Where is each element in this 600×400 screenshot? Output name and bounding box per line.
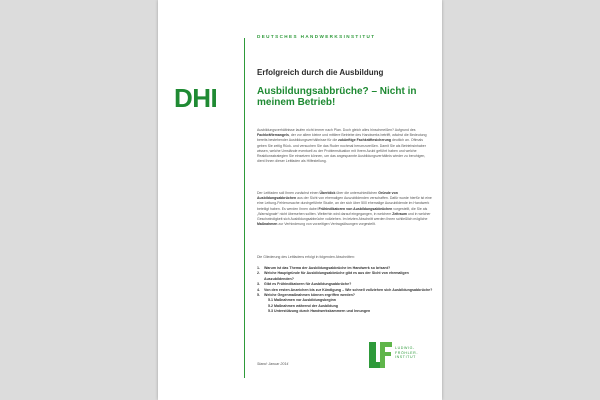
lfi-line: FRÖHLER-: [395, 350, 419, 355]
p2-text-c: über die unterschiedlichen: [335, 191, 379, 195]
p2-text-i: und in welcher Geschwindigkeit sich Ausbildungsabbrüche vollziehen. Im letzten Abschnitt werden Ihnen schließlich mögliche: [257, 211, 431, 222]
toc-item-text: Gibt es Frühindikatoren für Ausbildungsabbrüche?: [264, 282, 352, 287]
vertical-rule: [244, 38, 245, 378]
document-date: Stand: Januar 2014: [257, 362, 289, 366]
document-page: [158, 0, 442, 400]
p2-bold-d: Gründe von Ausbildungsabbrüchen: [257, 191, 398, 201]
p2-bold-j: Maßnahmen: [257, 222, 278, 227]
toc-item: [257, 271, 433, 282]
p2-text-a: Der Leitfaden soll Ihnen zunächst einen: [257, 191, 320, 195]
table-of-contents: [257, 266, 433, 315]
overview-paragraph: [257, 191, 433, 227]
toc-item-text: Welche Gegenmaßnahmen können ergriffen werden?: [264, 293, 355, 298]
dhi-logo: DHI: [174, 85, 218, 111]
p1-text-e: deutlich an. Oftmals geben Sie zeitig Rück- und versuchen Sie das Ruder nochmal herumzureißen. Damit Sie als Betriebsinhaber wissen, welche Umstände eventuell zu der Problemsituation mit Ihrem Azubi geführt haben und welche Reaktionsstrategien Sie einsetzen können, um das angespannte Ausbildungsverhältnis wieder zu beruhigen, dient Ihnen dieser Leitfaden als Hilfestellung.: [257, 138, 426, 164]
p2-bold-b: Überblick: [319, 191, 336, 195]
p2-text-g: vorgestellt, die Sie als „Warnsignale“ nicht übersehen sollten. Weiterhin wird darauf eingegangen, in welchem: [257, 206, 428, 216]
toc-subitem: 5.1 Maßnahmen vor Ausbildungsbeginn: [268, 298, 336, 303]
document-title: Ausbildungsabbrüche? – Nicht in meinem Betrieb!: [257, 86, 417, 108]
p1-text-a: Ausbildungsverhältnisse laufen nicht immer nach Plan. Doch gleich alles hinschmeißen? Aufgrund des: [257, 128, 416, 132]
p2-text-e: aus der Sicht von ehemaligen Auszubildenden verschaffen. Dafür wurde hierfür ist eine eine Leitung-Fehlerursache durchgeführte Studie, an der sich über 500 ehemalige Auszubildende im Handwerk beteiligt haben. Es werden Ihnen dabei: [257, 196, 432, 211]
intro-paragraph: [257, 128, 433, 164]
org-header: DEUTSCHES HANDWERKSINSTITUT: [257, 34, 376, 39]
p2-bold-f: Frühindikatoren von Ausbildungsabbrüchen: [318, 206, 393, 211]
toc-item-number: 5.: [257, 293, 260, 298]
toc-item-text: Welche Hauptgründe für Ausbildungsabbrüche gibt es aus der Sicht von ehemaligen Auszubildenden?: [264, 271, 409, 281]
document-subtitle: Erfolgreich durch die Ausbildung: [257, 68, 384, 77]
toc-item-number: 2.: [257, 271, 260, 276]
toc-subitem: 5.3 Unterstützung durch Handwerkskammern und Innungen: [268, 309, 371, 314]
toc-subitem: 5.2 Maßnahmen während der Ausbildung: [268, 303, 338, 308]
p2-bold-h: Zeitraum: [392, 211, 407, 216]
lfi-wordmark: [395, 346, 418, 360]
lfi-line: INSTITUT: [395, 355, 416, 360]
lfi-logo: [366, 336, 436, 376]
toc-item-text: Von den ersten Anzeichen bis zur Kündigung – Wie schnell vollziehen sich Ausbildungsabbrüche?: [264, 287, 433, 292]
toc-item-number: 3.: [257, 282, 260, 287]
toc-item-number: 1.: [257, 266, 260, 270]
p1-text-c: , der vor allem kleine und mittlere Betriebe des Handwerks betrifft, wächst die Bedeutung bereits bestehender Ausbildungsverhältnisse für die: [257, 133, 427, 143]
lfi-line: LUDWIG-: [395, 346, 415, 350]
toc-item-number: 4.: [257, 287, 260, 292]
p2-text-k: zur Verhinderung von vorzeitigen Vertragslösungen vorgestellt.: [277, 222, 376, 227]
p1-bold-b: Fachkräftemangels: [257, 133, 289, 138]
toc-item-text: Warum ist das Thema der Ausbildungsabbrüche im Handwerk so brisant?: [264, 266, 391, 270]
p1-bold-d: zukünftige Fachkräftesicherung: [338, 138, 392, 143]
lfi-emblem-icon: [366, 336, 396, 376]
toc-intro: Die Gliederung des Leitfadens erfolgt in folgenden Abschnitten:: [257, 255, 355, 259]
